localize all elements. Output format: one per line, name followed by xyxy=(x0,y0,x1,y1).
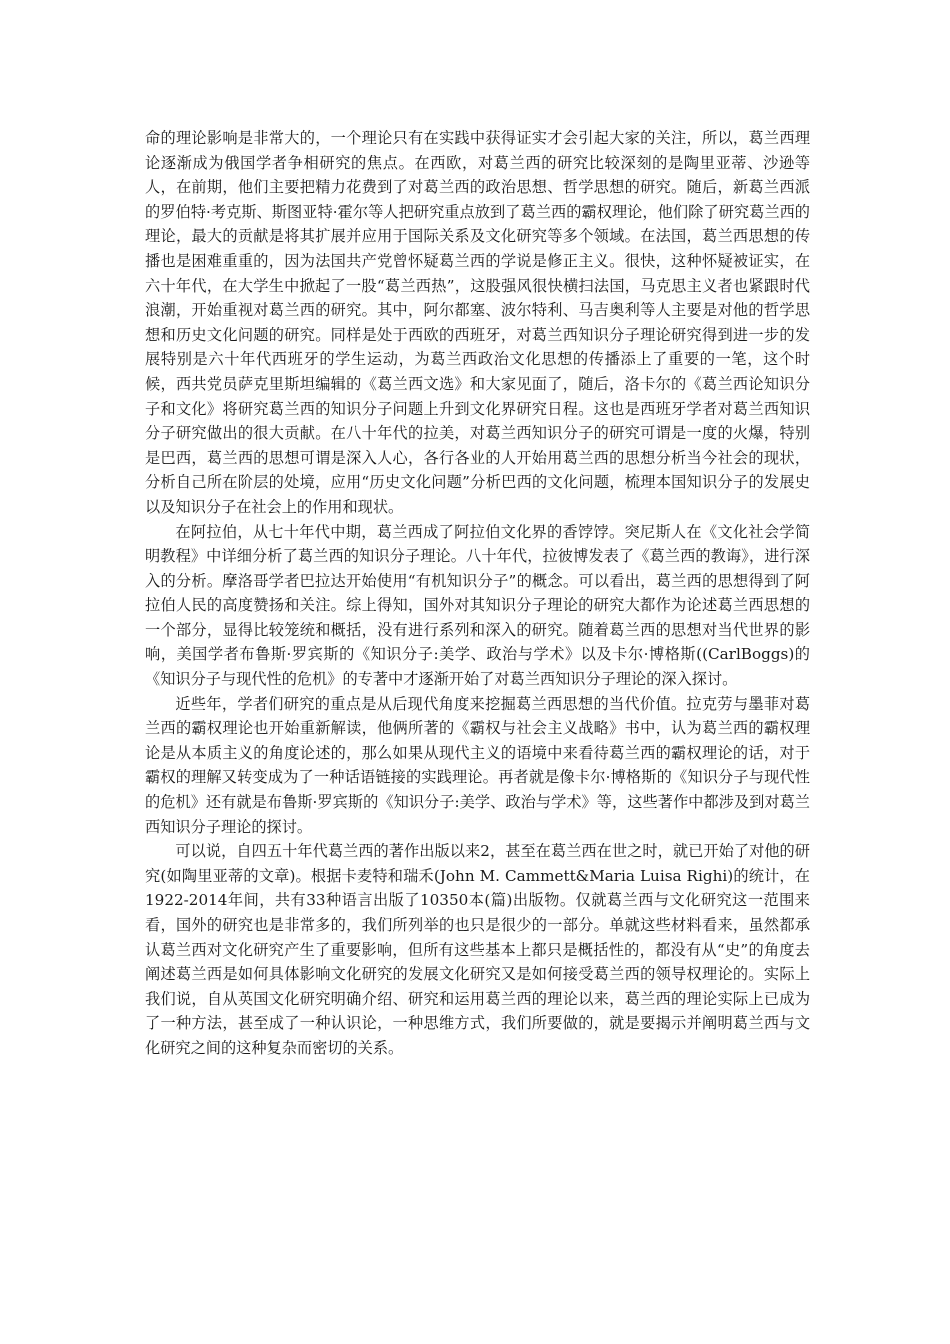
paragraph-1: 命的理论影响是非常大的，一个理论只有在实践中获得证实才会引起大家的关注，所以，葛兰西理论逐渐成为俄国学者争相研究的焦点。在西欧，对葛兰西的研究比较深刻的是陶里亚蒂、沙逊等人，在前期，他们主要把精力花费到了对葛兰西的政治思想、哲学思想的研究。随后，新葛兰西派的罗伯特·考克斯、斯图亚特·霍尔等人把研究重点放到了葛兰西的霸权理论，他们除了研究葛兰西的理论，最大的贡献是将其扩展并应用于国际关系及文化研究等多个领域。在法国，葛兰西思想的传播也是困难重重的，因为法国共产党曾怀疑葛兰西的学说是修正主义。很快，这种怀疑被证实，在六十年代，在大学生中掀起了一股“葛兰西热”，这股强风很快横扫法国，马克思主义者也紧跟时代浪潮，开始重视对葛兰西的研究。其中，阿尔都塞、波尔特利、马吉奥利等人主要是对他的哲学思想和历史文化问题的研究。同样是处于西欧的西班牙，对葛兰西知识分子理论研究得到进一步的发展特别是六十年代西班牙的学生运动，为葛兰西政治文化思想的传播添上了重要的一笔，这个时候，西共党员萨克里斯坦编辑的《葛兰西文选》和大家见面了，随后，洛卡尔的《葛兰西论知识分子和文化》将研究葛兰西的知识分子问题上升到文化界研究日程。这也是西班牙学者对葛兰西知识分子研究做出的很大贡献。在八十年代的拉美，对葛兰西知识分子的研究可谓是一度的火爆，特别是巴西，葛兰西的思想可谓是深入人心，各行各业的人开始用葛兰西的思想分析当今社会的现状，分析自己所在阶层的处境，应用“历史文化问题”分析巴西的文化问题，梳理本国知识分子的发展史以及知识分子在社会上的作用和现状。 xyxy=(145,129,810,516)
paragraph-4: 可以说，自四五十年代葛兰西的著作出版以来2，甚至在葛兰西在世之时，就已开始了对他的研究(如陶里亚蒂的文章)。根据卡麦特和瑞禾(John M. Cammett&Maria Luisa Righi)的统计，在1922-2014年间，共有33种语言出版了10350本(篇)出版物。仅就葛兰西与文化研究这一范围来看，国外的研究也是非常多的，我们所列举的也只是很少的一部分。单就这些材料看来，虽然都承认葛兰西对文化研究产生了重要影响，但所有这些基本上都只是概括性的，都没有从“史”的角度去阐述葛兰西是如何具体影响文化研究的发展文化研究又是如何接受葛兰西的领导权理论的。实际上我们说，自从英国文化研究明确介绍、研究和运用葛兰西的理论以来，葛兰西的理论实际上已成为了一种方法，甚至成了一种认识论，一种思维方式，我们所要做的，就是要揭示并阐明葛兰西与文化研究之间的这种复杂而密切的关系。 xyxy=(145,842,810,1057)
paragraph-2: 在阿拉伯，从七十年代中期，葛兰西成了阿拉伯文化界的香饽饽。突尼斯人在《文化社会学简明教程》中详细分析了葛兰西的知识分子理论。八十年代，拉彼博发表了《葛兰西的教诲》，进行深入的分析。摩洛哥学者巴拉达开始使用“有机知识分子”的概念。可以看出，葛兰西的思想得到了阿拉伯人民的高度赞扬和关注。综上得知，国外对其知识分子理论的研究大都作为论述葛兰西思想的一个部分，显得比较笼统和概括，没有进行系列和深入的研究。随着葛兰西的思想对当代世界的影响，美国学者布鲁斯·罗宾斯的《知识分子:美学、政治与学术》以及卡尔·博格斯((CarlBoggs)的《知识分子与现代性的危机》的专著中才逐渐开始了对葛兰西知识分子理论的深入探讨。 xyxy=(145,522,810,689)
paragraph-3: 近些年，学者们研究的重点是从后现代角度来挖掘葛兰西思想的当代价值。拉克劳与墨菲对葛兰西的霸权理论也开始重新解读，他俩所著的《霸权与社会主义战略》书中，认为葛兰西的霸权理论是从本质主义的角度论述的，那么如果从现代主义的语境中来看待葛兰西的霸权理论的话，对于霸权的理解又转变成为了一种话语链接的实践理论。再者就是像卡尔·博格斯的《知识分子与现代性的危机》还有就是布鲁斯·罗宾斯的《知识分子:美学、政治与学术》等，这些著作中都涉及到对葛兰西知识分子理论的探讨。 xyxy=(145,694,810,836)
document-body xyxy=(145,126,810,1061)
